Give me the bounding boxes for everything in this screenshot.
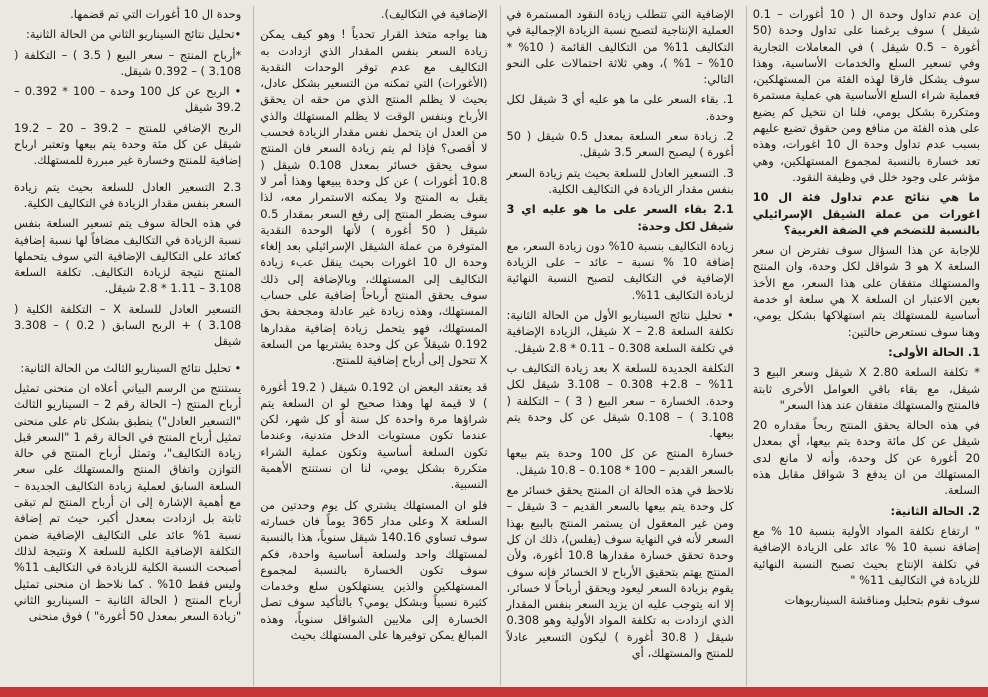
article-paragraph: نلاحظ في هذه الحالة ان المنتج يحقق خسائر مع كل وحدة يتم بيعها بالسعر القديم – 3 شيقل – ومن غير المعقول ان يستمر المنتج بالبيع بهذا السعر لأنه في النهاية سوف (يفلس)، ذلك ان كل وحدة تحقق خسارة مقدارها 10.8 أغورة، ولأن المنتج يهتم بتحقيق الأرباح لا الخسائر فإنه سوف يقوم بزيادة السعر ليعود ويحقق أرباحاً لا خسائر، إلا انه يتوجب عليه ان يزيد السعر بنفس المقدار الذي ازدادت به تكلفة المواد الأولية وهو 0.308 شيقل ( 30.8 أغورة ) ليكون التسعير عادلاً للمنتج والمستهلك، أي [506, 483, 734, 660]
article-paragraph: ما هي نتائج عدم تداول فئة ال 10 اغورات من عملة الشيقل الإسرائيلي بالنسبة للتضخم في الضفة الغربية؟ [752, 190, 980, 237]
article-paragraph: سوف نقوم بتحليل ومناقشة السيناريوهات [784, 593, 980, 608]
article-paragraph: إن عدم تداول وحدة ال ( 10 أغورات – 0.1 شيقل ) سوف يرغمنا على تداول وحدة (50 أغورة – 0.5 شيقل ) في المعاملات التجارية وفي تسعير السلع والخدمات الأساسية، وهذا سوف يشكل فارقا لهذه الفئة من المستهلكين، فعملية شراء السلع الأساسية هي عملية مستمرة ومتكررة بشكل يومي، فلنا ان نتخيل كم يضيع على هذه الفئة من منافع ومن حقوق تضيع عليهم بسبب عدم تداول وحدة ال 10 اغورات، وهذه تعد خسارة بالنسبة لمجموع المستهلكين، وهي مؤشر على وجود خلل في وظيفة النقود. [752, 7, 980, 184]
article-column-2 [500, 6, 734, 686]
article-paragraph: 2.1 بقاء السعر على ما هو عليه اي 3 شيقل لكل وحدة: [506, 202, 734, 233]
article-paragraph: • تحليل نتائج السيناريو الثالث من الحالة الثانية: [20, 360, 242, 375]
article-paragraph: التسعير العادل للسلعة X – التكلفة الكلية ( 3.108 ) + الربح السابق ( 0.2 ) – 3.308 شيقل [14, 301, 242, 349]
article-paragraph: قد يعتقد البعض ان 0.192 شيقل ( 19.2 أغورة ) لا قيمة لها وهذا صحيح لو ان السلعة يتم شراؤها مرة واحدة كل سنة أو كل شهر، لكن عندما تكون مستويات الدخل متدنية، وعندما تكون السلعة أساسية وتكون عملية الشراء متكررة بشكل يومي، لنا ان نستنتج الأهمية النسبية. [260, 379, 488, 492]
article-paragraph: وحدة ال 10 أغورات التي تم قضمها. [70, 7, 242, 21]
article-column-1 [746, 6, 980, 686]
article-paragraph: • الربح عن كل 100 وحدة – 100 * 0.392 – 39.2 شيقل [14, 84, 242, 115]
article-paragraph: 2. زيادة سعر السلعة بمعدل 0.5 شيقل ( 50 أغورة ) ليصبح السعر 3.5 شيقل. [506, 129, 734, 160]
article-paragraph: في هذه الحالة سوف يتم تسعير السلعة بنفس نسبة الزيادة في التكاليف مضافاً لها نسبة إضافية كعائد على التكاليف الإضافية التي سوف يتحملها المنتج نتيجة لزيادة التكاليف. تكلفة السلعة 3.108 – 1.11 * 2.8 شيقل. [14, 216, 242, 296]
article-paragraph: 2.3 التسعير العادل للسلعة بحيث يتم زيادة السعر بنفس مقدار الزيادة في التكاليف الكلية. [14, 179, 242, 210]
article-column-3 [253, 6, 487, 686]
article-paragraph: 1. بقاء السعر على ما هو عليه أي 3 شيقل لكل وحدة. [506, 92, 734, 123]
article-paragraph: •تحليل نتائج السيناريو الثاني من الحالة الثانية: [26, 27, 242, 42]
article-paragraph: 3. التسعير العادل للسلعة بحيث يتم زيادة السعر بنفس مقدار الزيادة في التكاليف الكلية. [506, 165, 734, 196]
article-paragraph: 1. الحالة الأولى: [888, 344, 980, 359]
article-paragraph: • تحليل نتائج السيناريو الأول من الحالة الثانية: تكلفة السلعة 2.8 – X شيقل، الزيادة الإضافية في تكلفة السلعة 0.308 – 0.11 * 2.8 شيقل. [506, 308, 734, 355]
article-paragraph: التكلفة الجديدة للسلعة X بعد زيادة التكاليف ب 11% – 2.8+ 0.308 – 3.108 شيقل لكل وحدة. الخسارة – سعر البيع ( 3 ) – التكلفة ( 3.108 ) – 0.108 شيقل عن كل وحدة يتم بيعها. [506, 360, 734, 441]
article-paragraph: *أرباح المنتج – سعر البيع ( 3.5 ) – التكلفة ( 3.108 ) – 0.392 شيقل. [14, 47, 242, 78]
article-paragraph: في هذه الحالة يحقق المنتج ربحاً مقداره 20 شيقل عن كل مائة وحدة يتم بيعها، أي بمعدل 20 أغورة عن كل وحدة، وأنه لا مانع لدى المستهلك من ان يدفع 3 شواقل مقابل هذه السلعة. [752, 418, 980, 498]
bottom-color-rule [0, 687, 988, 697]
article-paragraph: الربح الإضافي للمنتج – 39.2 – 20 – 19.2 شيقل عن كل مئة وحدة يتم بيعها وتعتبر ارباح إضافية للمنتج وخسارة غير مبررة للمستهلك. [14, 120, 242, 168]
article-columns [8, 6, 980, 686]
article-paragraph: زيادة التكاليف بنسبة 10% دون زيادة السعر، مع إضافة 10 % نسبة – عائد – على الزيادة الإضافية في التكاليف لتصبح النسبة النهائية لزيادة التكاليف 11%. [506, 238, 734, 302]
article-paragraph: " ارتفاع تكلفة المواد الأولية بنسبة 10 % مع إضافة نسبة 10 % عائد على الزيادة الإضافية في تكلفة الإنتاج بحيث تصبح النسبة النهائية للزيادة في التكاليف 11% " [752, 523, 980, 587]
article-paragraph: يستنتج من الرسم البياني أعلاه ان منحنى تمثيل أرباح المنتج (– الحالة رقم 2 – السيناريو الثالث "التسعير العادل") ينطبق بشكل تام على منحنى تمثيل أرباح المنتج في الحالة رقم 1 "السعر قبل زيادة التكاليف"، وتمثل أرباح المنتج في حالة التوازن واتفاق المنتج والمستهلك على سعر السلعة السابق لعملية زيادة التكاليف الجديدة – مع أهمية الإشارة إلى ان أرباح المنتج لم تبقى ثابتة بل ازدادت بمعدل أكبر، حيث تم إضافة نسبة 1% عائد على التكاليف الإضافية ضمن التكلفة الإضافية الكلية للسلعة X ونتيجة لذلك أصبحت النسبة الكلية للزيادة في التكاليف 11% وليس فقط 10% . كما نلاحظ ان منحنى تمثيل أرباح المنتج ( الحالة الثانية – السيناريو الثاني "زيادة السعر بمعدل 50 أغورة" ) فوق منحنى [14, 380, 242, 624]
article-paragraph: الإضافية التي تتطلب زيادة النقود المستمرة في العملية الإنتاجية لتصبح نسبة الزيادة الإجمالية في التكاليف 11% من التكاليف القائمة ( 10% * 10% – 1% )، وهي ثلاثة احتمالات على النحو التالي: [506, 7, 734, 87]
article-column-4 [8, 6, 241, 686]
article-paragraph: الإضافية في التكاليف). [380, 7, 488, 21]
article-paragraph: 2. الحالة الثانية: [890, 503, 980, 518]
article-paragraph: خسارة المنتج عن كل 100 وحدة يتم بيعها بالسعر القديم – 100 * 0.108 – 10.8 شيقل. [506, 446, 734, 477]
article-paragraph: هنا يواجه متخذ القرار تحدياً ! وهو كيف يمكن زيادة السعر بنفس المقدار الذي ازدادت به التكاليف مع عدم توفر الوحدات النقدية (الأغورات) التي تمكنه من التسعير بشكل عادل، بحيث لا يظلم المنتج الذي من حقه ان يحقق الأرباح وبنفس الوقت لا يظلم المستهلك والذي من العدل ان يتحمل نفس مقدار الزيادة فحسب لا أقصى؟ فإذا لم يتم زيادة السعر فان المنتج سوف يحقق خسائر بمعدل 0.108 شيقل ( 10.8 أغورات ) عن كل وحدة يبيعها وهذا أمر لا يقبل به المنتج ولا يمكنه الاستمرار معه، لذا سوف يضطر المنتج إلى رفع السعر بمقدار 0.5 شيقل ( 50 أغورة ) لأنها الوحدة النقدية المتوفرة من عملة الشيقل الإسرائيلي بعد إلغاء وحدة ال 10 اغورات بحيث ينقل عبء زيادة التكاليف إلى المستهلك، وبالإضافة إلى ذلك سوف يحقق المنتج أرباحاً إضافية على حساب المستهلك، وهذه زيادة غير عادلة ومجحفة بحق المستهلك، فهو يتحمل زيادة إضافية مقدارها 0.192 شيقلاً عن كل وحدة يشتريها من السلعة X تتحول إلى أرباح إضافية للمنتج. [260, 27, 488, 368]
article-paragraph: للإجابة عن هذا السؤال سوف نفترض ان سعر السلعة X هو 3 شواقل لكل وحدة، وان المنتج والمستهلك متفقان على هذا السعر، مع الأخذ بعين الاعتبار ان السلعة X هي سلعة او خدمة أساسية للمستهلك يتم استهلاكها بشكل يومي، وهنا سوف نستعرض حالتين: [752, 243, 980, 339]
article-paragraph: فلو ان المستهلك يشتري كل يوم وحدتين من السلعة X وعلى مدار 365 يوماً فان خسارته سوف تساوي 140.16 شيقل سنوياً، هذا بالنسبة لمستهلك واحد ولسلعة أساسية واحدة، فكم سوف تكون الخسارة بالنسبة لمجموع المستهلكين والذين يستهلكون سلع وخدمات كثيرة نسبياً وبشكل يومي؟ بالتأكيد سوف تصل الخسارة إلى ملايين الشواقل سنوياً، وهذه المبالغ يمكن توفيرها على المستهلك بحيث [260, 497, 488, 642]
article-paragraph: * تكلفة السلعة X 2.80 شيقل وسعر البيع 3 شيقل، مع بقاء باقي العوامل الأخرى ثابتة فالمنتج والمستهلك متفقان عند هذا السعر" [752, 365, 980, 412]
